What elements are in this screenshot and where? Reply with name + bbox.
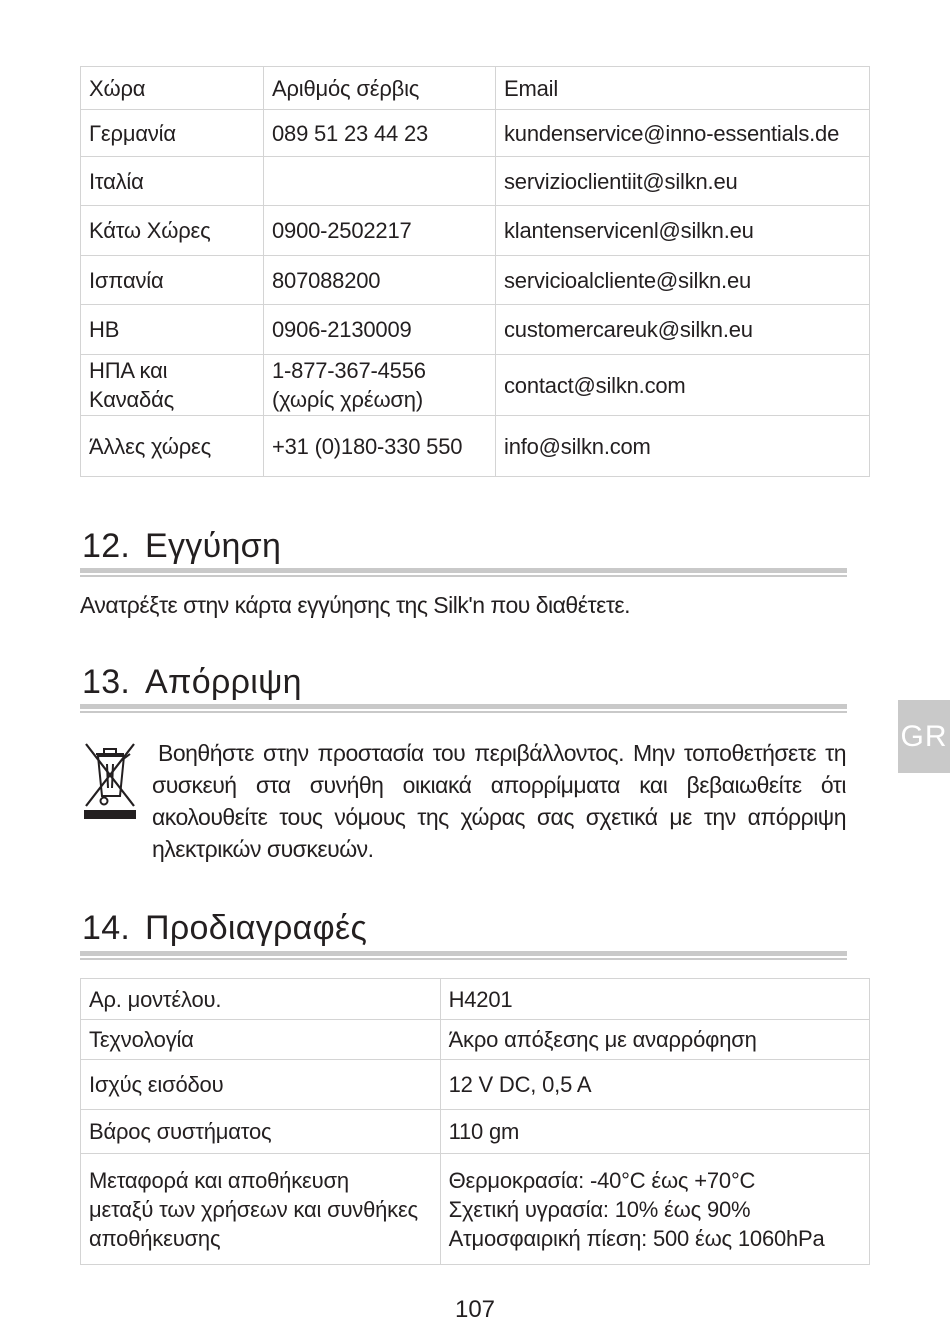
email-cell: customercareuk@silkn.eu	[496, 305, 870, 355]
country-cell: ΗΒ	[81, 305, 264, 355]
section-title: Προδιαγραφές	[145, 909, 368, 947]
country-cell: Κάτω Χώρες	[81, 206, 264, 256]
spec-value: Θερμοκρασία: -40°C έως +70°C Σχετική υγρασία: 10% έως 90% Ατμοσφαιρική πίεση: 500 έως 1060hPa	[440, 1154, 869, 1265]
disposal-text: Βοηθήστε στην προστασία του περιβάλλοντος. Μην τοποθετήσετε τη συσκευή στα συνήθη οικιακά απορρίμματα και βεβαιωθείτε ότι ακολουθείτε τους νόμους της χώρας σας σχετικά με την απόρριψη ηλεκτρικών συσκευών.	[152, 740, 846, 862]
header-email: Email	[496, 67, 870, 110]
email-cell: info@silkn.com	[496, 416, 870, 477]
table-row	[81, 416, 870, 477]
spec-value: H4201	[440, 979, 869, 1020]
spec-label: Αρ. μοντέλου.	[81, 979, 441, 1020]
email-cell: contact@silkn.com	[496, 355, 870, 416]
service-contact-table	[80, 66, 870, 477]
table-row	[81, 1110, 870, 1154]
specifications-table	[80, 978, 870, 1265]
phone-cell	[264, 157, 496, 206]
country-cell: Γερμανία	[81, 110, 264, 157]
phone-cell: 089 51 23 44 23	[264, 110, 496, 157]
section-divider	[80, 568, 847, 577]
section-number: 14.	[82, 909, 131, 947]
spec-value: 12 V DC, 0,5 A	[440, 1060, 869, 1110]
crossed-out-wheelie-bin-icon	[82, 740, 138, 820]
section-heading-disposal	[82, 662, 302, 702]
section-title: Εγγύηση	[145, 527, 282, 565]
section-heading-warranty	[82, 526, 281, 566]
table-row	[81, 1154, 870, 1265]
language-tab: GR	[898, 700, 950, 773]
spec-value: Άκρο απόξεσης με αναρρόφηση	[440, 1020, 869, 1060]
country-cell: ΗΠΑ και Καναδάς	[81, 355, 264, 416]
email-cell: servicioalcliente@silkn.eu	[496, 256, 870, 305]
spec-label: Ισχύς εισόδου	[81, 1060, 441, 1110]
spec-label: Τεχνολογία	[81, 1020, 441, 1060]
email-cell: kundenservice@inno-essentials.de	[496, 110, 870, 157]
phone-cell: 807088200	[264, 256, 496, 305]
country-cell: Ιταλία	[81, 157, 264, 206]
page-number: 107	[454, 1296, 496, 1323]
table-row	[81, 206, 870, 256]
phone-cell: 1-877-367-4556 (χωρίς χρέωση)	[264, 355, 496, 416]
header-service-number: Αριθμός σέρβις	[264, 67, 496, 110]
table-row	[81, 979, 870, 1020]
section-title: Απόρριψη	[145, 663, 302, 701]
table-row	[81, 1060, 870, 1110]
spec-label: Βάρος συστήματος	[81, 1110, 441, 1154]
table-row	[81, 305, 870, 355]
section-divider	[80, 704, 847, 713]
section-heading-specs	[82, 908, 367, 948]
table-row	[81, 256, 870, 305]
section-number: 12.	[82, 527, 131, 565]
email-cell: servizioclientiit@silkn.eu	[496, 157, 870, 206]
table-row	[81, 157, 870, 206]
country-cell: Άλλες χώρες	[81, 416, 264, 477]
table-header-row	[81, 67, 870, 110]
table-row	[81, 1020, 870, 1060]
email-cell: klantenservicenl@silkn.eu	[496, 206, 870, 256]
table-row	[81, 355, 870, 416]
header-country: Χώρα	[81, 67, 264, 110]
phone-cell: 0906-2130009	[264, 305, 496, 355]
section-number: 13.	[82, 663, 131, 701]
section-divider	[80, 951, 847, 960]
table-row	[81, 110, 870, 157]
phone-cell: +31 (0)180-330 550	[264, 416, 496, 477]
warranty-text: Ανατρέξτε στην κάρτα εγγύησης της Silk'n που διαθέτετε.	[80, 592, 631, 618]
country-cell: Ισπανία	[81, 256, 264, 305]
spec-label: Μεταφορά και αποθήκευση μεταξύ των χρήσεων και συνθήκες αποθήκευσης	[81, 1154, 441, 1265]
phone-cell: 0900-2502217	[264, 206, 496, 256]
spec-value: 110 gm	[440, 1110, 869, 1154]
